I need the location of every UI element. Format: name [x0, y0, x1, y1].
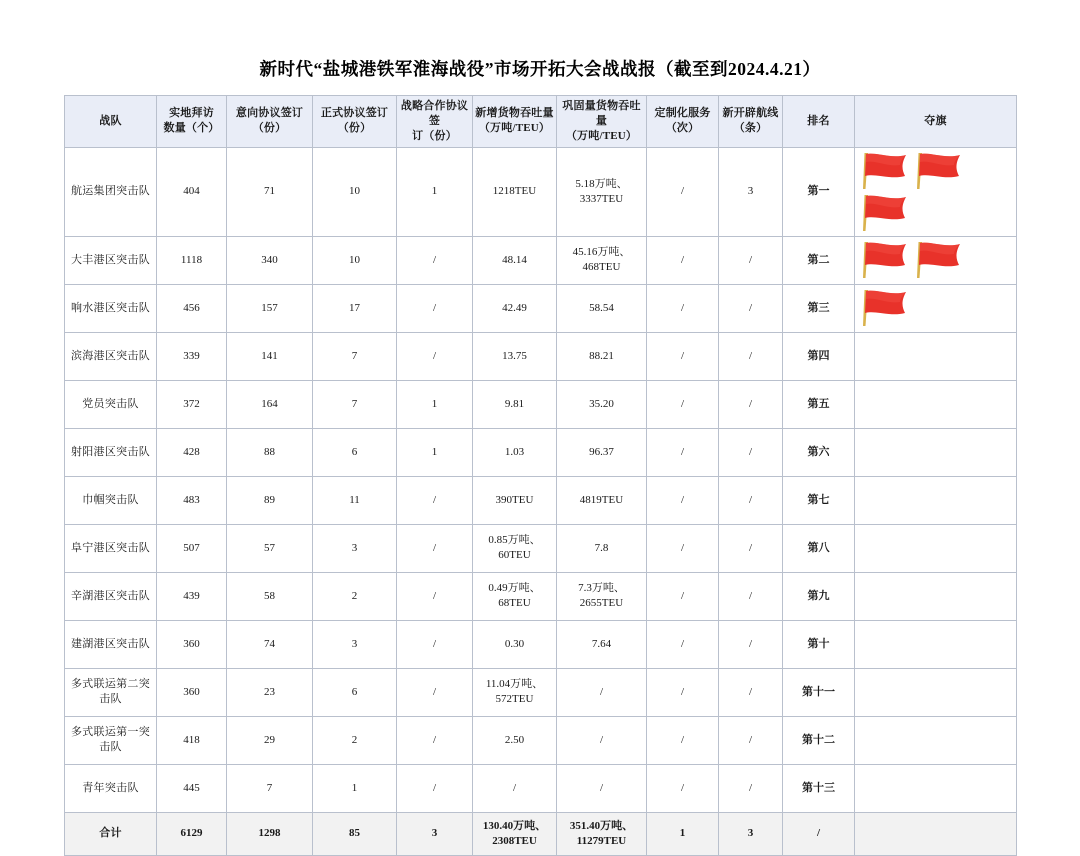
- flag-group: [857, 495, 1014, 505]
- cell-flags: [855, 428, 1017, 476]
- cell-flags: [855, 716, 1017, 764]
- red-flag-icon: [911, 240, 963, 280]
- cell-custom: /: [647, 428, 719, 476]
- cell-custom: /: [647, 332, 719, 380]
- cell-consolidated: 7.64: [557, 620, 647, 668]
- cell-consolidated: /: [557, 764, 647, 812]
- cell-formal: 10: [313, 147, 397, 236]
- cell-new-volume: 9.81: [473, 380, 557, 428]
- cell-strategic: /: [397, 236, 473, 284]
- cell-strategic: /: [397, 524, 473, 572]
- cell-strategic: /: [397, 476, 473, 524]
- cell-visits: 456: [157, 284, 227, 332]
- column-header-line: 数量（个）: [163, 122, 220, 135]
- cell-flags: [855, 380, 1017, 428]
- cell-flags: [855, 332, 1017, 380]
- column-header-7: [647, 96, 719, 148]
- column-header-line: （次）: [665, 122, 700, 135]
- flag-group: [857, 399, 1014, 409]
- cell-strategic: /: [397, 716, 473, 764]
- cell-custom: /: [647, 147, 719, 236]
- cell-routes: /: [719, 668, 783, 716]
- column-header-line: （份）: [337, 122, 372, 135]
- cell-rank: 第十三: [783, 764, 855, 812]
- cell-consolidated: 5.18万吨、 3337TEU: [557, 147, 647, 236]
- flag-group: [857, 687, 1014, 697]
- cell-rank: 第十: [783, 620, 855, 668]
- cell-consolidated: 7.3万吨、 2655TEU: [557, 572, 647, 620]
- cell-team: 射阳港区突击队: [65, 428, 157, 476]
- cell-rank: 第二: [783, 236, 855, 284]
- cell-new-volume: 0.85万吨、 60TEU: [473, 524, 557, 572]
- flag-group: [857, 735, 1014, 745]
- cell-intent: 141: [227, 332, 313, 380]
- table-row: [65, 428, 1017, 476]
- column-header-line: （万吨/TEU）: [478, 122, 551, 135]
- cell-intent: 157: [227, 284, 313, 332]
- cell-routes: /: [719, 428, 783, 476]
- cell-new-volume: 0.30: [473, 620, 557, 668]
- column-header-line: 新开辟航线: [722, 107, 779, 120]
- cell-routes: /: [719, 716, 783, 764]
- cell-flags: [855, 147, 1017, 236]
- cell-formal: 7: [313, 332, 397, 380]
- cell-flags: [855, 572, 1017, 620]
- table-row: [65, 147, 1017, 236]
- cell-new-volume: 2.50: [473, 716, 557, 764]
- cell-custom: /: [647, 620, 719, 668]
- column-header-line: 战队: [99, 114, 122, 127]
- cell-rank: 第九: [783, 572, 855, 620]
- battle-report-table: [64, 95, 1017, 856]
- column-header-1: [157, 96, 227, 148]
- column-header-line: 排名: [807, 114, 830, 127]
- cell-consolidated: /: [557, 716, 647, 764]
- table-row: [65, 620, 1017, 668]
- cell-team: 党员突击队: [65, 380, 157, 428]
- table-body: [65, 147, 1017, 855]
- flag-group: [857, 783, 1014, 793]
- cell-visits: 428: [157, 428, 227, 476]
- cell-intent: 71: [227, 147, 313, 236]
- cell-visits: 418: [157, 716, 227, 764]
- cell-intent: 89: [227, 476, 313, 524]
- cell-new-volume: 1218TEU: [473, 147, 557, 236]
- cell-strategic: /: [397, 284, 473, 332]
- cell-formal: 3: [313, 620, 397, 668]
- cell-routes: 3: [719, 812, 783, 855]
- cell-formal: 11: [313, 476, 397, 524]
- cell-team: 青年突击队: [65, 764, 157, 812]
- cell-rank: 第六: [783, 428, 855, 476]
- cell-rank: /: [783, 812, 855, 855]
- cell-rank: 第五: [783, 380, 855, 428]
- cell-custom: /: [647, 716, 719, 764]
- column-header-line: 夺旗: [924, 114, 947, 127]
- cell-strategic: /: [397, 668, 473, 716]
- cell-formal: 1: [313, 764, 397, 812]
- cell-intent: 164: [227, 380, 313, 428]
- cell-intent: 23: [227, 668, 313, 716]
- cell-rank: 第一: [783, 147, 855, 236]
- cell-rank: 第七: [783, 476, 855, 524]
- flag-group: [857, 240, 1014, 280]
- cell-team: 合计: [65, 812, 157, 855]
- cell-intent: 29: [227, 716, 313, 764]
- flag-group: [857, 288, 1014, 328]
- cell-strategic: /: [397, 620, 473, 668]
- cell-rank: 第三: [783, 284, 855, 332]
- cell-routes: /: [719, 332, 783, 380]
- column-header-8: [719, 96, 783, 148]
- cell-custom: /: [647, 572, 719, 620]
- red-flag-icon: [911, 151, 963, 191]
- cell-visits: 439: [157, 572, 227, 620]
- cell-visits: 445: [157, 764, 227, 812]
- cell-flags: [855, 284, 1017, 332]
- cell-team: 大丰港区突击队: [65, 236, 157, 284]
- cell-visits: 372: [157, 380, 227, 428]
- cell-new-volume: 42.49: [473, 284, 557, 332]
- column-header-line: 战略合作协议签: [400, 100, 469, 127]
- cell-consolidated: 88.21: [557, 332, 647, 380]
- cell-strategic: 3: [397, 812, 473, 855]
- red-flag-icon: [857, 240, 909, 280]
- table-row: [65, 332, 1017, 380]
- table-row: [65, 380, 1017, 428]
- column-header-line: 正式协议签订: [320, 107, 389, 120]
- table-row: [65, 572, 1017, 620]
- flag-group: [857, 351, 1014, 361]
- cell-visits: 339: [157, 332, 227, 380]
- cell-flags: [855, 812, 1017, 855]
- cell-formal: 2: [313, 572, 397, 620]
- table-row: [65, 524, 1017, 572]
- cell-flags: [855, 524, 1017, 572]
- table-row: [65, 668, 1017, 716]
- column-header-6: [557, 96, 647, 148]
- flag-group: [857, 639, 1014, 649]
- cell-formal: 10: [313, 236, 397, 284]
- cell-new-volume: 390TEU: [473, 476, 557, 524]
- table-header-row: [65, 96, 1017, 148]
- cell-custom: 1: [647, 812, 719, 855]
- table-total-row: [65, 812, 1017, 855]
- column-header-line: 定制化服务: [654, 107, 711, 120]
- cell-strategic: /: [397, 332, 473, 380]
- flag-group: [857, 447, 1014, 457]
- column-header-9: [783, 96, 855, 148]
- column-header-4: [397, 96, 473, 148]
- cell-routes: /: [719, 572, 783, 620]
- cell-consolidated: 4819TEU: [557, 476, 647, 524]
- cell-consolidated: /: [557, 668, 647, 716]
- cell-routes: /: [719, 476, 783, 524]
- cell-routes: /: [719, 524, 783, 572]
- table-row: [65, 284, 1017, 332]
- cell-team: 滨海港区突击队: [65, 332, 157, 380]
- cell-team: 巾帼突击队: [65, 476, 157, 524]
- table-header: [65, 96, 1017, 148]
- table-row: [65, 716, 1017, 764]
- cell-consolidated: 96.37: [557, 428, 647, 476]
- cell-consolidated: 58.54: [557, 284, 647, 332]
- cell-rank: 第十二: [783, 716, 855, 764]
- cell-formal: 6: [313, 428, 397, 476]
- column-header-5: [473, 96, 557, 148]
- cell-custom: /: [647, 236, 719, 284]
- cell-new-volume: 13.75: [473, 332, 557, 380]
- cell-routes: /: [719, 236, 783, 284]
- cell-team: 多式联运第二突击队: [65, 668, 157, 716]
- cell-team: 辛湖港区突击队: [65, 572, 157, 620]
- cell-rank: 第四: [783, 332, 855, 380]
- column-header-line: 意向协议签订: [235, 107, 304, 120]
- cell-strategic: 1: [397, 380, 473, 428]
- cell-formal: 2: [313, 716, 397, 764]
- column-header-line: 实地拜访: [169, 107, 214, 120]
- cell-intent: 74: [227, 620, 313, 668]
- cell-intent: 57: [227, 524, 313, 572]
- cell-custom: /: [647, 380, 719, 428]
- cell-team: 阜宁港区突击队: [65, 524, 157, 572]
- column-header-line: 订（份）: [412, 129, 457, 142]
- cell-visits: 404: [157, 147, 227, 236]
- cell-visits: 483: [157, 476, 227, 524]
- cell-new-volume: 1.03: [473, 428, 557, 476]
- column-header-line: 巩固量货物吞吐量: [562, 100, 641, 127]
- table-row: [65, 764, 1017, 812]
- cell-rank: 第十一: [783, 668, 855, 716]
- cell-formal: 6: [313, 668, 397, 716]
- flag-group: [857, 591, 1014, 601]
- cell-flags: [855, 476, 1017, 524]
- cell-consolidated: 351.40万吨、 11279TEU: [557, 812, 647, 855]
- column-header-2: [227, 96, 313, 148]
- cell-custom: /: [647, 476, 719, 524]
- cell-flags: [855, 236, 1017, 284]
- cell-custom: /: [647, 524, 719, 572]
- cell-team: 建湖港区突击队: [65, 620, 157, 668]
- cell-routes: /: [719, 764, 783, 812]
- cell-team: 响水港区突击队: [65, 284, 157, 332]
- cell-intent: 88: [227, 428, 313, 476]
- cell-visits: 1118: [157, 236, 227, 284]
- column-header-line: 新增货物吞吐量: [475, 107, 554, 120]
- cell-flags: [855, 668, 1017, 716]
- cell-formal: 17: [313, 284, 397, 332]
- cell-visits: 507: [157, 524, 227, 572]
- cell-strategic: /: [397, 764, 473, 812]
- flag-group: [857, 829, 1014, 839]
- table-row: [65, 476, 1017, 524]
- cell-team: 航运集团突击队: [65, 147, 157, 236]
- cell-new-volume: 0.49万吨、 68TEU: [473, 572, 557, 620]
- table-row: [65, 236, 1017, 284]
- cell-routes: 3: [719, 147, 783, 236]
- cell-routes: /: [719, 380, 783, 428]
- cell-routes: /: [719, 284, 783, 332]
- cell-formal: 7: [313, 380, 397, 428]
- cell-visits: 360: [157, 668, 227, 716]
- cell-intent: 58: [227, 572, 313, 620]
- cell-intent: 1298: [227, 812, 313, 855]
- red-flag-icon: [857, 193, 909, 233]
- cell-formal: 85: [313, 812, 397, 855]
- column-header-0: [65, 96, 157, 148]
- cell-formal: 3: [313, 524, 397, 572]
- cell-routes: /: [719, 620, 783, 668]
- cell-custom: /: [647, 764, 719, 812]
- table-container: [0, 95, 1080, 856]
- column-header-line: （万吨/TEU）: [565, 129, 638, 142]
- cell-custom: /: [647, 668, 719, 716]
- cell-custom: /: [647, 284, 719, 332]
- cell-consolidated: 45.16万吨、 468TEU: [557, 236, 647, 284]
- cell-strategic: 1: [397, 428, 473, 476]
- column-header-line: （条）: [733, 122, 768, 135]
- cell-flags: [855, 620, 1017, 668]
- red-flag-icon: [857, 288, 909, 328]
- cell-flags: [855, 764, 1017, 812]
- cell-visits: 6129: [157, 812, 227, 855]
- cell-consolidated: 7.8: [557, 524, 647, 572]
- cell-new-volume: 130.40万吨、 2308TEU: [473, 812, 557, 855]
- cell-intent: 7: [227, 764, 313, 812]
- column-header-10: [855, 96, 1017, 148]
- flag-group: [857, 151, 1014, 233]
- column-header-3: [313, 96, 397, 148]
- page-title: 新时代“盐城港铁军淮海战役”市场开拓大会战战报（截至到2024.4.21）: [259, 59, 821, 79]
- red-flag-icon: [857, 151, 909, 191]
- cell-strategic: /: [397, 572, 473, 620]
- cell-visits: 360: [157, 620, 227, 668]
- cell-strategic: 1: [397, 147, 473, 236]
- cell-consolidated: 35.20: [557, 380, 647, 428]
- cell-intent: 340: [227, 236, 313, 284]
- flag-group: [857, 543, 1014, 553]
- cell-new-volume: 11.04万吨、 572TEU: [473, 668, 557, 716]
- cell-new-volume: 48.14: [473, 236, 557, 284]
- cell-team: 多式联运第一突击队: [65, 716, 157, 764]
- cell-new-volume: /: [473, 764, 557, 812]
- cell-rank: 第八: [783, 524, 855, 572]
- column-header-line: （份）: [252, 122, 287, 135]
